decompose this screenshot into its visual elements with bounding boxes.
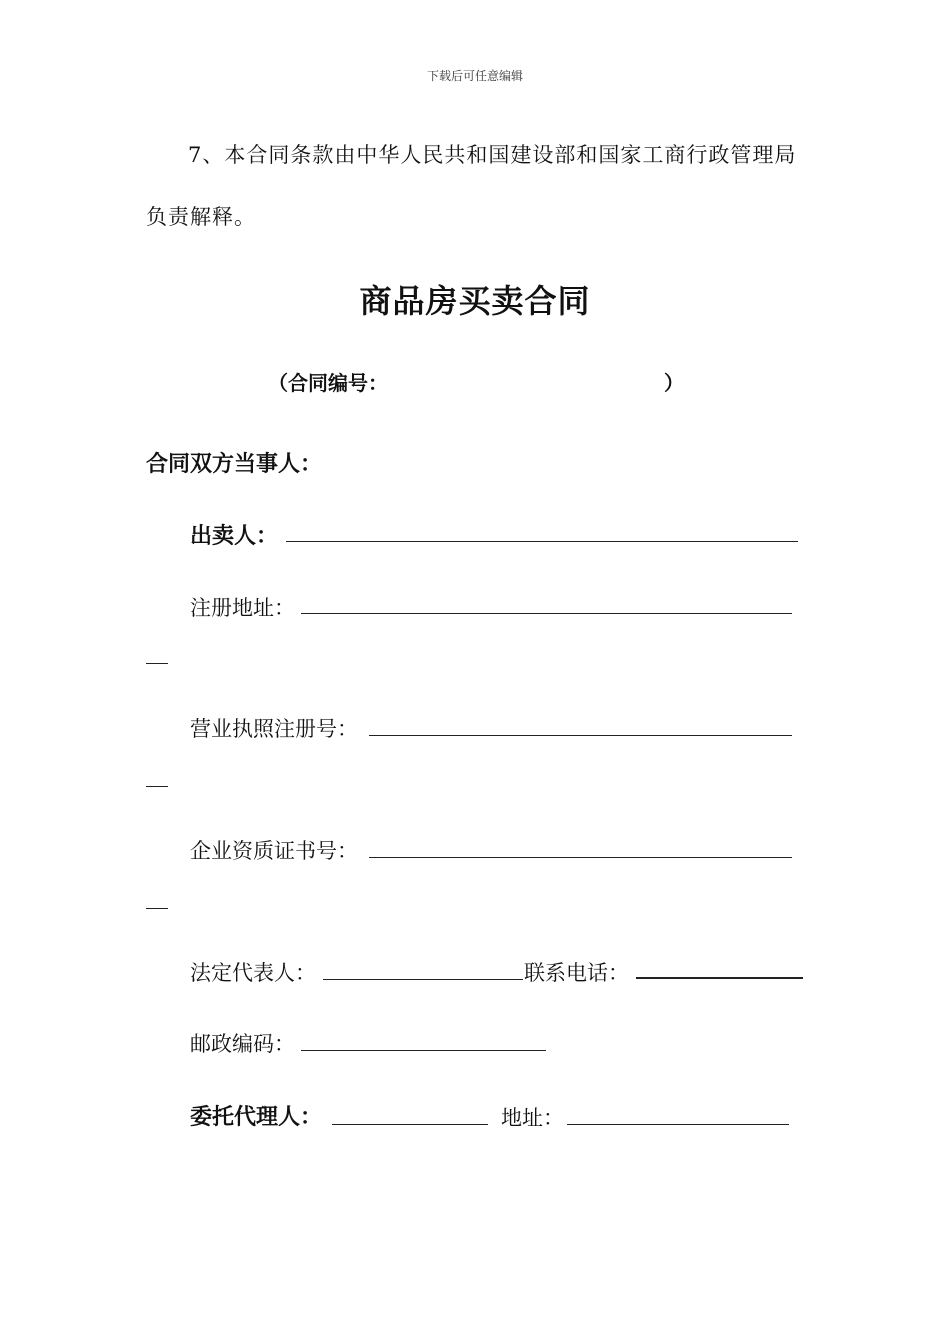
clause-7-line-1: 7、本合同条款由中华人民共和国建设部和国家工商行政管理局 bbox=[188, 143, 797, 167]
phone-label: 联系电话： bbox=[524, 961, 629, 985]
license-blank[interactable] bbox=[369, 735, 792, 736]
agent-address-blank[interactable] bbox=[567, 1124, 789, 1125]
agent-blank[interactable] bbox=[332, 1124, 488, 1125]
contract-number-label: （合同编号： bbox=[268, 371, 388, 395]
address-blank[interactable] bbox=[301, 613, 792, 614]
agent-address-label: 地址： bbox=[501, 1106, 564, 1130]
qualification-blank[interactable] bbox=[369, 857, 792, 858]
license-label: 营业执照注册号： bbox=[190, 717, 358, 741]
postcode-blank[interactable] bbox=[301, 1050, 546, 1051]
legal-rep-blank[interactable] bbox=[323, 979, 523, 980]
clause-7-line-2: 负责解释。 bbox=[146, 205, 256, 229]
seller-blank[interactable] bbox=[286, 541, 798, 542]
address-blank-continuation bbox=[146, 663, 168, 664]
contract-title: 商品房买卖合同 bbox=[359, 282, 591, 320]
phone-blank[interactable] bbox=[636, 977, 803, 979]
postcode-label: 邮政编码： bbox=[190, 1032, 295, 1056]
seller-label: 出卖人： bbox=[190, 524, 279, 549]
qualification-blank-continuation bbox=[146, 908, 168, 909]
contract-number-close: ） bbox=[664, 371, 684, 395]
address-label: 注册地址： bbox=[190, 596, 295, 620]
license-blank-continuation bbox=[146, 786, 168, 787]
legal-rep-label: 法定代表人： bbox=[190, 961, 316, 985]
qualification-label: 企业资质证书号： bbox=[190, 839, 358, 863]
parties-heading: 合同双方当事人： bbox=[146, 452, 323, 477]
page-header-note: 下载后可任意编辑 bbox=[426, 69, 523, 83]
agent-label: 委托代理人： bbox=[190, 1105, 323, 1130]
